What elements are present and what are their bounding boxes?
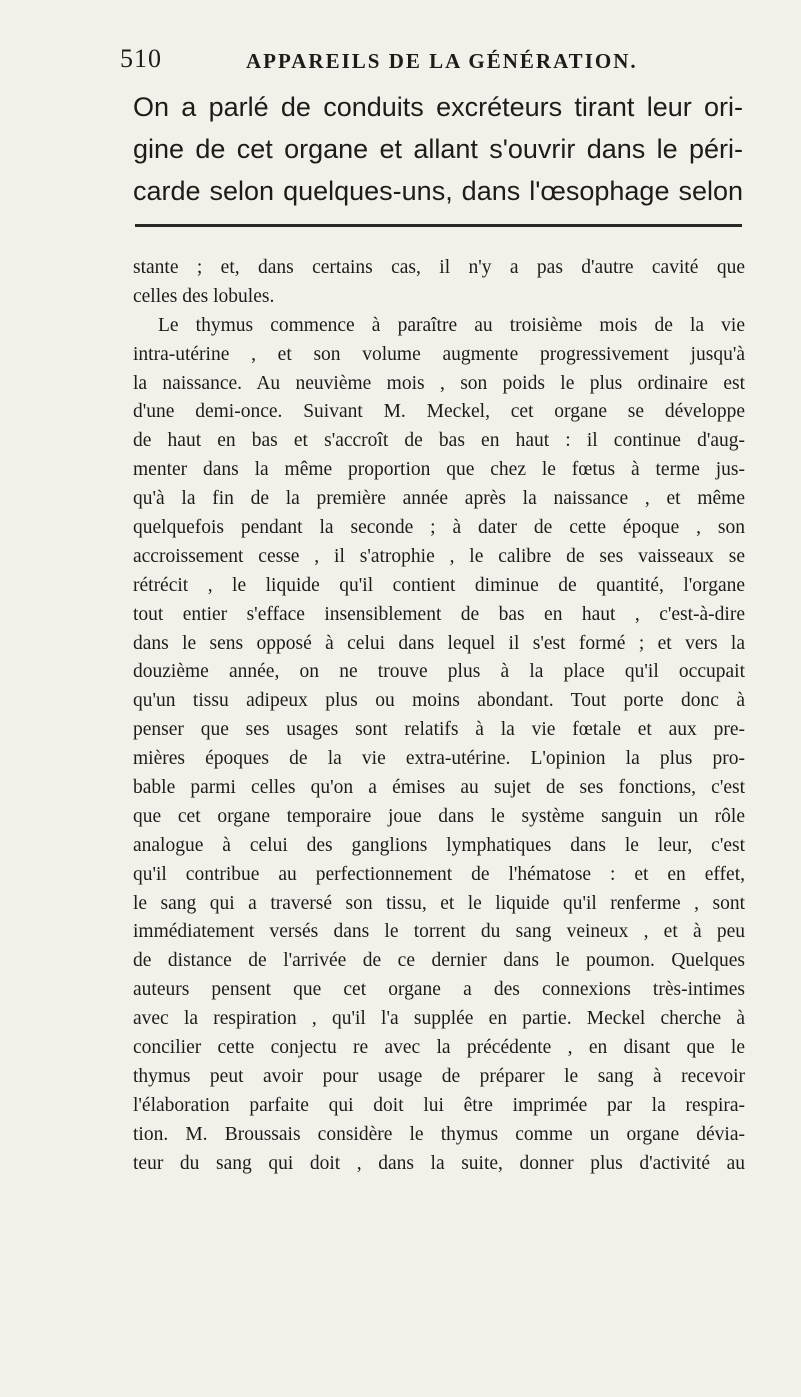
text-line: Le thymus commence à paraître au troisième mois de la vie: [158, 314, 745, 336]
text-line: quelquefois pendant la seconde ; à dater de cette époque , son: [133, 517, 745, 539]
section-divider: [135, 224, 742, 227]
text-line: douzième année, on ne trouve plus à la place qu'il occupait: [133, 661, 745, 683]
text-line: tout entier s'efface insensiblement de bas en haut , c'est-à-dire: [133, 603, 745, 625]
text-line: bable parmi celles qu'on a émises au sujet de ses fonctions, c'est: [133, 777, 745, 799]
large-text-line: carde selon quelques-uns, dans l'œsophage selon: [133, 176, 743, 206]
large-type-paragraph: [133, 86, 743, 212]
text-line: menter dans la même proportion que chez le fœtus à terme jus-: [133, 459, 745, 481]
text-line: rétrécit , le liquide qu'il contient diminue de quantité, l'organe: [133, 574, 745, 596]
text-line: mières époques de la vie extra-utérine. L'opinion la plus pro-: [133, 748, 745, 770]
text-line: le sang qui a traversé son tissu, et le liquide qu'il renferme , sont: [133, 892, 745, 914]
running-title: APPAREILS DE LA GÉNÉRATION.: [246, 49, 638, 73]
text-line: intra-utérine , et son volume augmente progressivement jusqu'à: [133, 343, 745, 365]
text-line: l'élaboration parfaite qui doit lui être imprimée par la respira-: [133, 1094, 745, 1116]
text-line: concilier cette conjectu re avec la précédente , en disant que le: [133, 1037, 745, 1059]
text-line: accroissement cesse , il s'atrophie , le calibre de ses vaisseaux se: [133, 545, 745, 567]
text-line: tion. M. Broussais considère le thymus comme un organe dévia-: [133, 1123, 745, 1145]
page-number: 510: [120, 44, 162, 73]
text-line: penser que ses usages sont relatifs à la vie fœtale et aux pre-: [133, 719, 745, 741]
text-line: que cet organe temporaire joue dans le système sanguin un rôle: [133, 805, 745, 827]
text-line: auteurs pensent que cet organe a des connexions très-intimes: [133, 979, 745, 1001]
text-line: analogue à celui des ganglions lymphatiques dans le leur, c'est: [133, 834, 745, 856]
text-line: d'une demi-once. Suivant M. Meckel, cet organe se développe: [133, 401, 745, 423]
large-text-line: gine de cet organe et allant s'ouvrir dans le péri-: [133, 134, 743, 164]
text-line: de haut en bas et s'accroît de bas en haut : il continue d'aug-: [133, 430, 745, 452]
text-line: avec la respiration , qu'il l'a supplée en partie. Meckel cherche à: [133, 1008, 745, 1030]
text-line: thymus peut avoir pour usage de préparer le sang à recevoir: [133, 1065, 745, 1087]
text-line: celles des lobules.: [133, 285, 275, 307]
text-line: teur du sang qui doit , dans la suite, donner plus d'activité au: [133, 1152, 745, 1174]
text-line: immédiatement versés dans le torrent du sang veineux , et à peu: [133, 921, 745, 943]
running-head: [120, 44, 740, 78]
body-text: [133, 254, 745, 1179]
text-line: qu'un tissu adipeux plus ou moins abondant. Tout porte donc à: [133, 690, 745, 712]
text-line: stante ; et, dans certains cas, il n'y a pas d'autre cavité que: [133, 257, 745, 278]
text-line: qu'il contribue au perfectionnement de l'hématose : et en effet,: [133, 863, 745, 885]
text-line: dans le sens opposé à celui dans lequel il s'est formé ; et vers la: [133, 632, 745, 654]
text-line: de distance de l'arrivée de ce dernier dans le poumon. Quelques: [133, 950, 745, 972]
text-line: la naissance. Au neuvième mois , son poids le plus ordinaire est: [133, 372, 745, 394]
text-line: qu'à la fin de la première année après la naissance , et même: [133, 488, 745, 510]
large-text-line: On a parlé de conduits excréteurs tirant leur ori-: [133, 92, 743, 122]
